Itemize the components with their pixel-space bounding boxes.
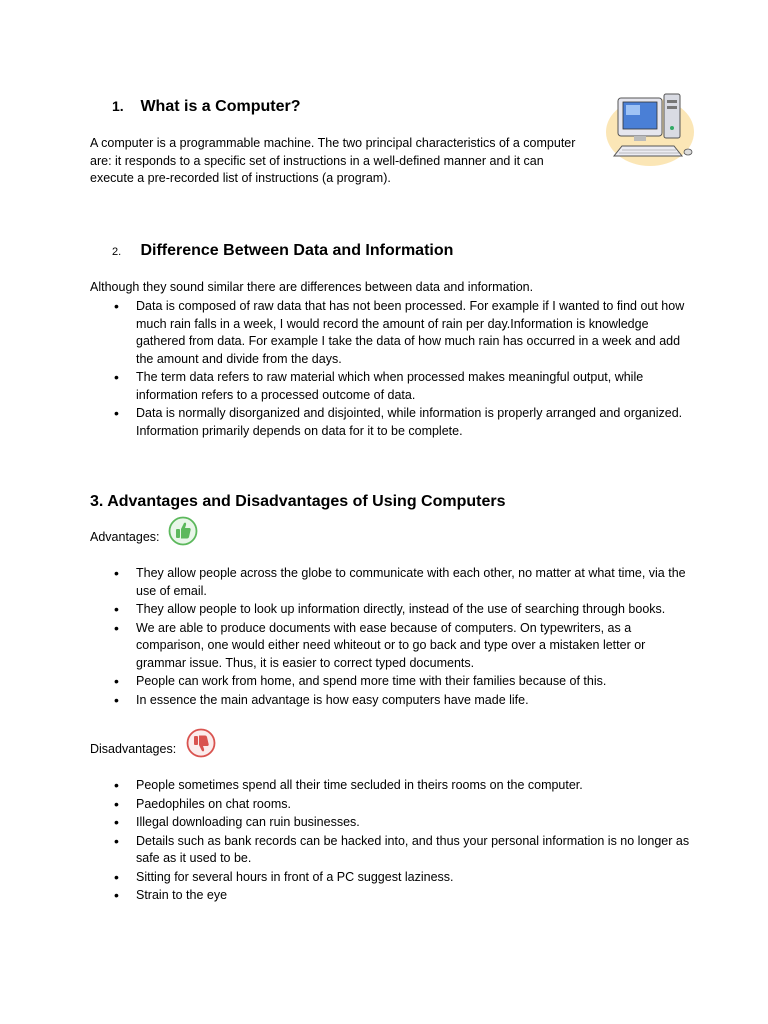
list-item: • They allow people to look up information directly, instead of the use of searching through books.	[90, 601, 690, 619]
section1-heading	[112, 98, 300, 116]
section2-number: 2.	[112, 246, 122, 258]
disadvantages-list	[90, 777, 690, 906]
list-item: • Data is normally disorganized and disjointed, while information is properly arranged and organized. Information primarily depends on data for it to be complete.	[90, 405, 690, 440]
thumbs-down-icon	[186, 728, 216, 758]
list-item: • People sometimes spend all their time secluded in theirs rooms on the computer.	[90, 777, 690, 795]
list-item: • Illegal downloading can ruin businesses.	[90, 814, 690, 832]
section3-heading: 3. Advantages and Disadvantages of Using Computers	[90, 493, 506, 510]
list-item: • Paedophiles on chat rooms.	[90, 796, 690, 814]
section1-paragraph: A computer is a programmable machine. The two principal characteristics of a computer are: it responds to a specific set of instructions in a well-defined manner and it can execute a pre-recorded list of instructions (a program).	[90, 136, 576, 185]
thumbs-up-icon	[168, 516, 198, 546]
list-item: • Sitting for several hours in front of a PC suggest laziness.	[90, 869, 690, 887]
section1-title: What is a Computer?	[140, 98, 301, 115]
list-item: • Details such as bank records can be hacked into, and thus your personal information is no longer as safe as it used to be.	[90, 833, 690, 868]
list-item: • Data is composed of raw data that has not been processed. For example if I wanted to find out how much rain falls in a week, I would record the amount of rain per day.Information is knowledge gathered from data. For example I take the data of how much rain has occurred in a week and add the amount and divide from the days.	[90, 298, 690, 368]
advantages-list	[90, 565, 690, 710]
list-item: • They allow people across the globe to communicate with each other, no matter at what time, via the use of email.	[90, 565, 690, 600]
list-item: • We are able to produce documents with ease because of computers. On typewriters, as a comparison, one would either need whiteout or to go back and type over a mistaken letter or grammar issue. Thus, it is easier to correct typed documents.	[90, 620, 690, 673]
advantages-label: Advantages:	[90, 530, 160, 544]
list-item: • People can work from home, and spend more time with their families because of this.	[90, 673, 690, 691]
section2-heading	[112, 242, 453, 260]
section2-bullet-list	[90, 298, 690, 441]
list-item: • Strain to the eye	[90, 887, 690, 905]
section1-number: 1.	[112, 98, 124, 114]
list-item: • The term data refers to raw material which when processed makes meaningful output, while information refers to a processed outcome of data.	[90, 369, 690, 404]
list-item: • In essence the main advantage is how easy computers have made life.	[90, 692, 690, 710]
section2-intro: Although they sound similar there are differences between data and information.	[90, 280, 534, 294]
section2-title: Difference Between Data and Information	[140, 242, 454, 259]
disadvantages-label: Disadvantages:	[90, 742, 177, 756]
computer-clipart-icon	[604, 88, 696, 168]
